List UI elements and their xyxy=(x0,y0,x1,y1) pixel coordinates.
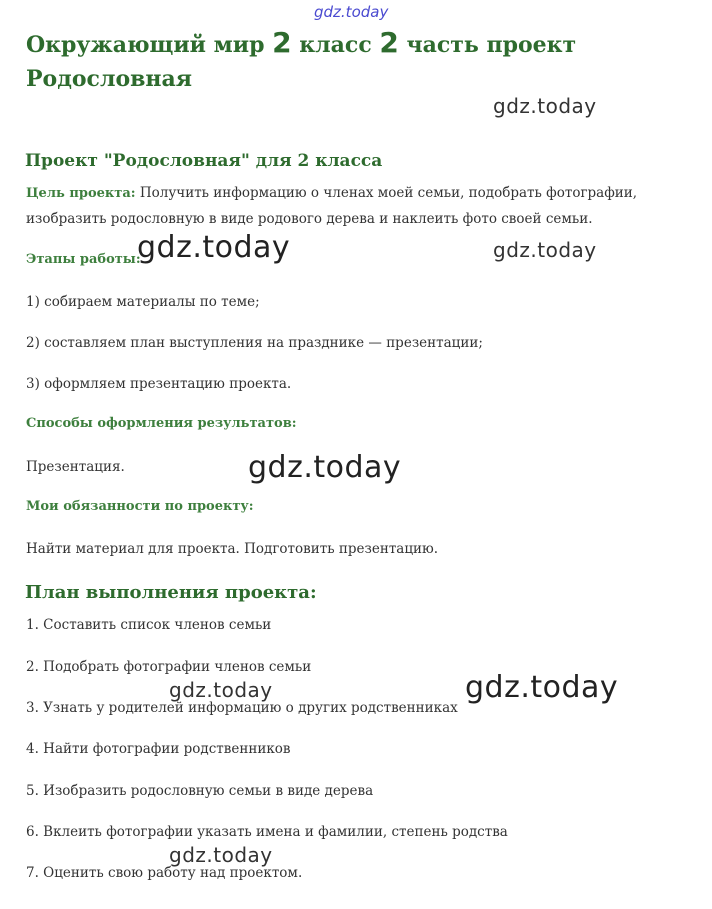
title-line-2: Родословная xyxy=(26,66,193,92)
plan-heading: План выполнения проекта: xyxy=(25,582,317,603)
watermark: gdz.today xyxy=(137,230,291,265)
plan-item: 1. Составить список членов семьи xyxy=(26,617,272,633)
plan-item: 2. Подобрать фотографии членов семьи xyxy=(26,659,312,675)
title-number-1: 2 xyxy=(272,26,292,59)
watermark: gdz.today xyxy=(169,678,273,702)
watermark-top: gdz.today xyxy=(314,3,389,21)
duties-label: Мои обязанности по проекту: xyxy=(26,499,254,514)
project-heading: Проект "Родословная" для 2 класса xyxy=(25,151,383,171)
watermark: gdz.today xyxy=(248,450,402,485)
plan-item: 3. Узнать у родителей информацию о других родственниках xyxy=(26,700,458,716)
goal-label: Цель проекта: xyxy=(26,186,136,201)
stage-item: 1) собираем материалы по теме; xyxy=(26,294,260,310)
watermark: gdz.today xyxy=(493,94,597,118)
stage-item: 2) составляем план выступления на празднике — презентации; xyxy=(26,335,483,351)
watermark: gdz.today xyxy=(493,238,597,262)
title-number-2: 2 xyxy=(379,26,399,59)
goal-text-line-1: Получить информацию о членах моей семьи, подобрать фотографии, xyxy=(135,185,638,201)
duties-text: Найти материал для проекта. Подготовить презентацию. xyxy=(26,541,439,557)
watermark: gdz.today xyxy=(465,670,619,705)
plan-item: 6. Вклеить фотографии указать имена и фамилии, степень родства xyxy=(26,824,508,840)
page-title xyxy=(26,26,576,96)
methods-text: Презентация. xyxy=(26,459,125,475)
watermark: gdz.today xyxy=(169,843,273,867)
plan-item: 5. Изобразить родословную семьи в виде дерева xyxy=(26,783,374,799)
title-part-3: часть проект xyxy=(398,32,577,58)
plan-item: 4. Найти фотографии родственников xyxy=(26,741,291,757)
plan-item: 7. Оценить свою работу над проектом. xyxy=(26,865,303,881)
methods-label: Способы оформления результатов: xyxy=(26,416,297,431)
title-part-1: Окружающий мир xyxy=(26,32,273,58)
goal-paragraph xyxy=(26,183,637,234)
stages-label: Этапы работы: xyxy=(26,252,141,267)
title-part-2: класс xyxy=(291,32,380,58)
goal-text-line-2: изобразить родословную в виде родового дерева и наклеить фото своей семьи. xyxy=(26,211,593,227)
stage-item: 3) оформляем презентацию проекта. xyxy=(26,376,292,392)
